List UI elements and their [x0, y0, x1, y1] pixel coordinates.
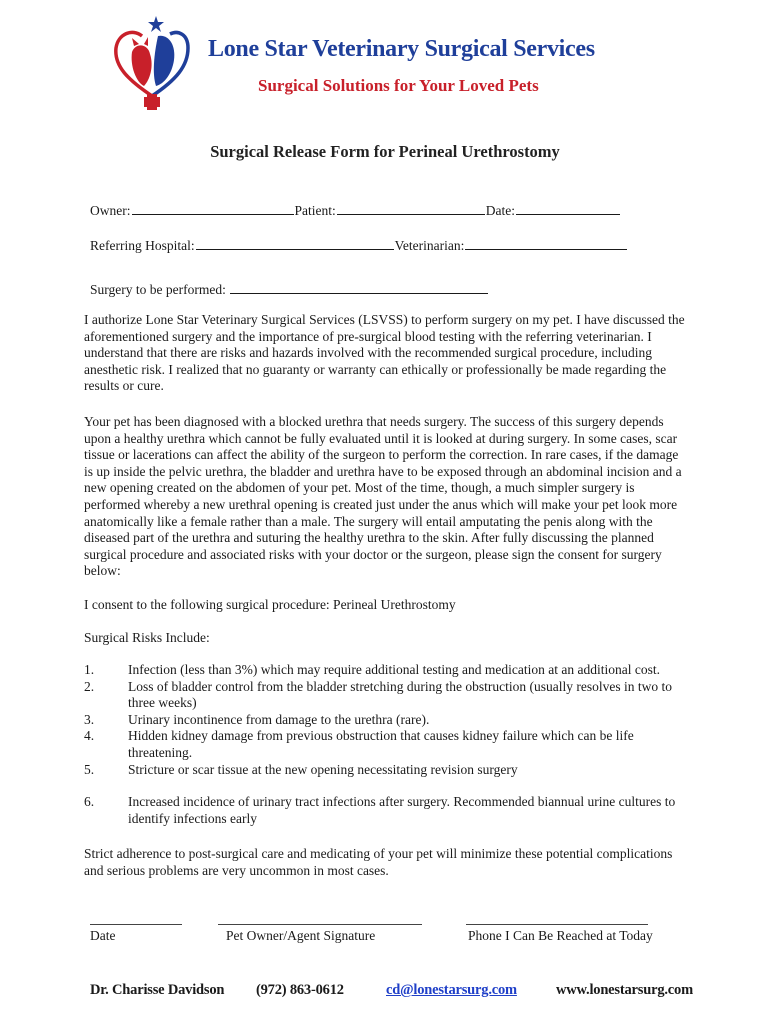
owner-signature-line[interactable]: [218, 914, 422, 925]
closing-paragraph: Strict adherence to post-surgical care and medicating of your pet will minimize these potential complications and serious problems are very uncommon in most cases.: [84, 846, 673, 878]
list-item: 1. Infection (less than 3%) which may require additional testing and medication at an additional cost.: [84, 662, 660, 677]
surgery-field[interactable]: [230, 280, 488, 294]
referral-row: [90, 236, 628, 254]
list-item: 2. Loss of bladder control from the bladder stretching during the obstruction (usually resolves in two to three weeks): [84, 678, 673, 711]
form-title: Surgical Release Form for Perineal Urethrostomy: [210, 142, 560, 161]
footer-website[interactable]: www.lonestarsurg.com: [556, 982, 693, 998]
star-icon: [148, 16, 164, 32]
veterinarian-field[interactable]: [465, 236, 627, 250]
pets-silhouette-icon: [132, 36, 175, 86]
date-field[interactable]: [516, 201, 620, 215]
surgery-label: Surgery to be performed:: [90, 282, 226, 297]
clinic-logo: [108, 14, 196, 110]
brand-tagline: Surgical Solutions for Your Loved Pets: [258, 76, 539, 95]
referring-hospital-label: Referring Hospital:: [90, 238, 195, 253]
list-item: 6. Increased incidence of urinary tract infections after surgery. Recommended biannual urine cultures to identify infections early: [84, 794, 676, 826]
risks-heading: Surgical Risks Include:: [84, 630, 210, 645]
diagnosis-paragraph: Your pet has been diagnosed with a blocked urethra that needs surgery. The success of this surgery depends upon a healthy urethra which cannot be fully evaluated until it is looked at during surgery. In some cases, scar tissue or lacerations can affect the ability of the surgeon to perform the correction. In rare cases, if the damage is up inside the pelvic urethra, the bladder and urethra have to be exposed through an abdominal incision and a new opening created on the abdomen of your pet. Most of the time, though, a much simpler surgery is performed whereby a new urethral opening is created just under the anus which will make your pet look more anatomically like a female rather than a male. The surgery will entail amputating the penis along with the diseased part of the urethra and suturing the healthy urethra to the skin. After fully discussing the planned surgical procedure and associated risks with your doctor or the surgeon, please sign the consent for surgery below:: [84, 414, 682, 579]
veterinarian-label: Veterinarian:: [394, 238, 465, 253]
footer-email-link[interactable]: [386, 982, 517, 999]
owner-signature-label: Pet Owner/Agent Signature: [226, 928, 376, 943]
risks-list: [84, 662, 690, 827]
phone-signature-label: Phone I Can Be Reached at Today: [468, 928, 653, 943]
owner-label: Owner:: [90, 203, 131, 218]
heart-outline-icon: [116, 32, 188, 96]
surgery-row: [90, 280, 489, 298]
date-signature-line[interactable]: [90, 914, 182, 925]
list-item: 3. Urinary incontinence from damage to the urethra (rare).: [84, 711, 430, 727]
medical-cross-icon: [144, 94, 160, 110]
owner-field[interactable]: [132, 201, 294, 215]
patient-label: Patient:: [294, 203, 336, 218]
owner-patient-date-row: [90, 201, 621, 219]
date-signature-label: Date: [90, 928, 116, 943]
referring-hospital-field[interactable]: [196, 236, 394, 250]
footer-phone: (972) 863-0612: [256, 982, 344, 998]
phone-signature-line[interactable]: [466, 914, 648, 925]
patient-field[interactable]: [337, 201, 485, 215]
list-item: 5. Stricture or scar tissue at the new opening necessitating revision surgery: [84, 761, 518, 777]
list-item: 4. Hidden kidney damage from previous obstruction that causes kidney failure which can be life threatening.: [84, 728, 634, 760]
email-link[interactable]: cd@lonestarsurg.com: [386, 982, 517, 998]
authorization-paragraph: I authorize Lone Star Veterinary Surgical Services (LSVSS) to perform surgery on my pet. I have discussed the aforementioned surgery and the importance of pre-surgical blood testing with the referring veterinarian. I understand that there are risks and hazards involved with the recommended surgical procedure, including anesthetic risk. I realized that no guaranty or warranty can ethically or professionally be made regarding the results or cure.: [84, 312, 685, 394]
brand-title: Lone Star Veterinary Surgical Services: [208, 36, 595, 62]
date-label: Date:: [485, 203, 515, 218]
footer-doctor-name: Dr. Charisse Davidson: [90, 982, 225, 998]
consent-statement: I consent to the following surgical procedure: Perineal Urethrostomy: [84, 597, 456, 612]
